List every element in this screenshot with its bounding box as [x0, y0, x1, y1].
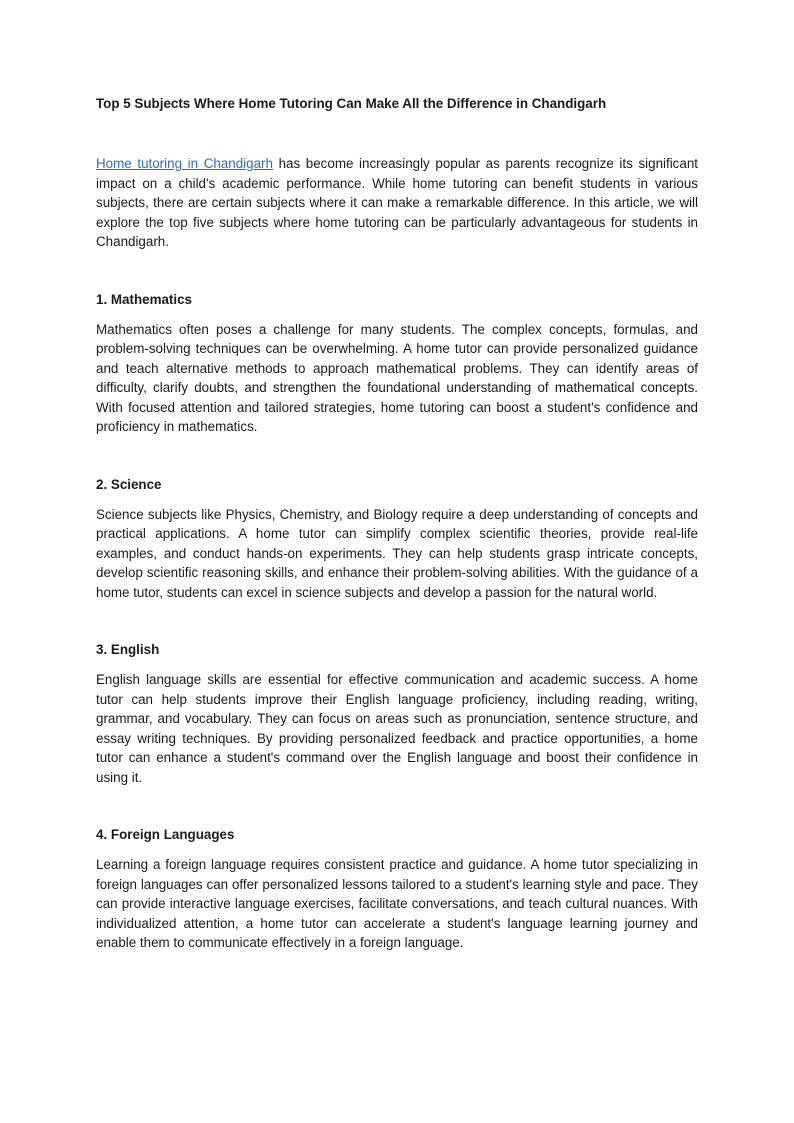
section-mathematics	[96, 290, 698, 437]
section-foreign-languages	[96, 825, 698, 953]
section-body: Science subjects like Physics, Chemistry, and Biology require a deep understanding of concepts and practical applications. A home tutor can simplify complex scientific theories, provide real-life examples, and conduct hands-on experiments. They can help students grasp intricate concepts, develop scientific reasoning skills, and enhance their problem-solving abilities. With the guidance of a home tutor, students can excel in science subjects and develop a passion for the natural world.	[96, 506, 698, 600]
section-heading: 1. Mathematics	[96, 291, 193, 307]
page-title: Top 5 Subjects Where Home Tutoring Can Make All the Difference in Chandigarh	[96, 96, 607, 111]
section-body: English language skills are essential for effective communication and academic success. A home tutor can help students improve their English language proficiency, including reading, writing, grammar, and vocabulary. They can focus on areas such as pronunciation, sentence structure, and essay writing techniques. By providing personalized feedback and practice opportunities, a home tutor can enhance a student's command over the English language and boost their confidence in using it.	[96, 672, 698, 785]
section-heading: 2. Science	[96, 476, 162, 492]
document-page	[96, 94, 698, 953]
section-body: Mathematics often poses a challenge for many students. The complex concepts, formulas, and problem-solving techniques can be overwhelming. A home tutor can provide personalized guidance and teach alternative methods to approach mathematical problems. They can identify areas of difficulty, clarify doubts, and strengthen the foundational understanding of mathematical concepts. With focused attention and tailored strategies, home tutoring can boost a student's confidence and proficiency in mathematics.	[96, 321, 698, 434]
intro-text: has become increasingly popular as parents recognize its significant impact on a child's academic performance. While home tutoring can benefit students in various subjects, there are certain subjects where it can make a remarkable difference. In this article, we will explore the top five subjects where home tutoring can be particularly advantageous for students in Chandigarh.	[96, 156, 698, 249]
section-heading: 4. Foreign Languages	[96, 827, 235, 842]
section-science	[96, 475, 698, 603]
section-english	[96, 640, 698, 787]
section-body: Learning a foreign language requires consistent practice and guidance. A home tutor specializing in foreign languages can offer personalized lessons tailored to a student's learning style and pace. They can provide interactive language exercises, facilitate conversations, and teach cultural nuances. With individualized attention, a home tutor can accelerate a student's language learning journey and enable them to communicate effectively in a foreign language.	[96, 857, 698, 950]
intro-paragraph	[96, 154, 698, 252]
section-heading: 3. English	[96, 642, 160, 657]
home-tutoring-link[interactable]: Home tutoring in Chandigarh	[96, 156, 273, 171]
